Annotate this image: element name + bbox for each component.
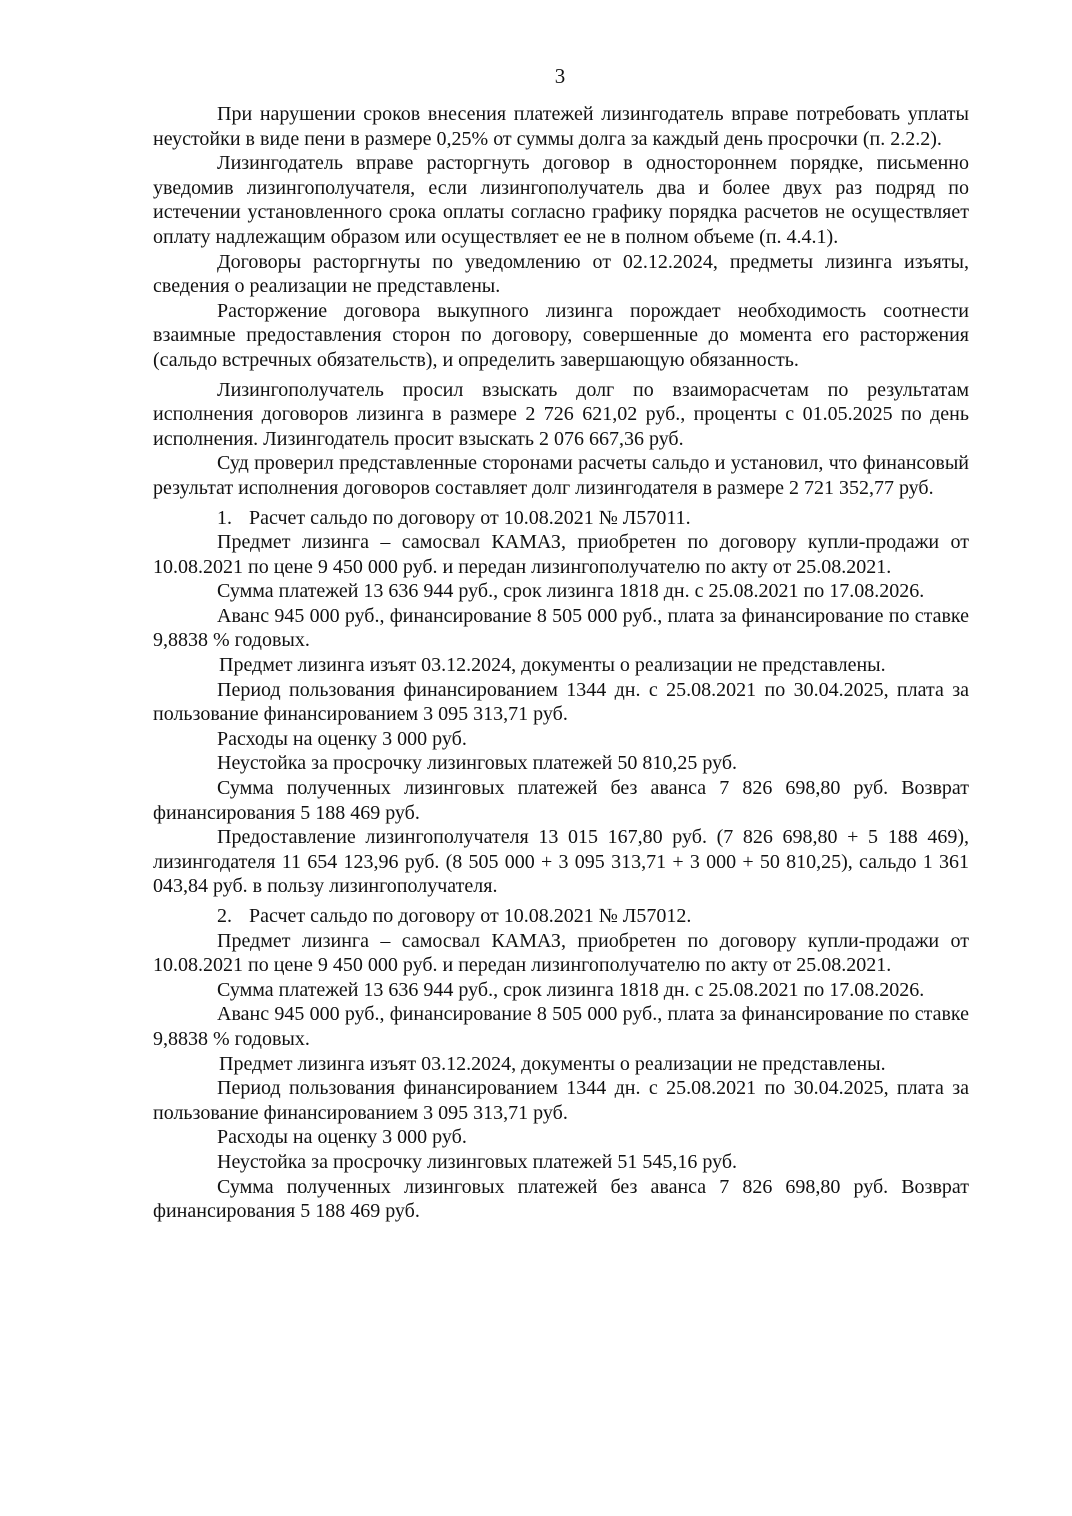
paragraph-c1-penalty: Неустойка за просрочку лизинговых платежей 50 810,25 руб. (217, 752, 738, 775)
paragraph-c2-payments: Сумма платежей 13 636 944 руб., срок лизинга 1818 дн. с 25.08.2021 по 17.08.2026. (217, 978, 925, 1001)
paragraph-lessee-claim: Лизингополучатель просил взыскать долг по взаиморасчетам по результатам исполнения договоров лизинга в размере 2 726 621,02 руб., проценты с 01.05.2025 по день исполнения. Лизингодатель просит взыскать 2 076 667,36 руб. (153, 378, 969, 450)
paragraph-c1-advance: Аванс 945 000 руб., финансирование 8 505 000 руб., плата за финансирование по ставке 9,8838 % годовых. (153, 604, 969, 652)
paragraph-c2-seized: Предмет лизинга изъят 03.12.2024, документы о реализации не представлены. (219, 1052, 886, 1075)
list-number: 2. (217, 905, 232, 927)
paragraph-saldo-principle: Расторжение договора выкупного лизинга порождает необходимость соотнести взаимные предоставления сторон по договору, совершенные до момента его расторжения (сальдо встречных обязательств), и определить завершающую обязанность. (153, 299, 969, 371)
paragraph-c1-payments: Сумма платежей 13 636 944 руб., срок лизинга 1818 дн. с 25.08.2021 по 17.08.2026. (217, 580, 925, 603)
paragraph-c1-seized: Предмет лизинга изъят 03.12.2024, документы о реализации не представлены. (219, 654, 886, 677)
paragraph-court-finding: Суд проверил представленные сторонами расчеты сальдо и установил, что финансовый результат исполнения договоров составляет долг лизингодателя в размере 2 721 352,77 руб. (153, 452, 969, 499)
paragraph-contracts-terminated: Договоры расторгнуты по уведомлению от 02.12.2024, предметы лизинга изъяты, сведения о реализации не представлены. (153, 250, 969, 298)
list-item-contract-2 (153, 904, 969, 929)
paragraph-c1-valuation: Расходы на оценку 3 000 руб. (217, 727, 467, 750)
paragraph-c2-received: Сумма полученных лизинговых платежей без аванса 7 826 698,80 руб. Возврат финансирования 5 188 469 руб. (153, 1175, 969, 1223)
paragraph-c1-subject: Предмет лизинга – самосвал КАМАЗ, приобретен по договору купли-продажи от 10.08.2021 по цене 9 450 000 руб. и передан лизингополучателю по акту от 25.08.2021. (153, 531, 969, 578)
paragraph-c2-penalty: Неустойка за просрочку лизинговых платежей 51 545,16 руб. (217, 1150, 738, 1173)
paragraph-c2-advance: Аванс 945 000 руб., финансирование 8 505 000 руб., плата за финансирование по ставке 9,8838 % годовых. (153, 1003, 969, 1050)
paragraph-termination-right: Лизингодатель вправе расторгнуть договор в одностороннем порядке, письменно уведомив лизингополучателя, если лизингополучатель два и более двух раз подряд по истечении установленного срока оплаты согласно графику порядка расчетов не осуществляет оплату надлежащим образом или осуществляет ее не в полном объеме (п. 4.4.1). (153, 152, 969, 248)
paragraph-c1-received: Сумма полученных лизинговых платежей без аванса 7 826 698,80 руб. Возврат финансирования 5 188 469 руб. (153, 777, 969, 824)
paragraph-c1-saldo: Предоставление лизингополучателя 13 015 167,80 руб. (7 826 698,80 + 5 188 469), лизингодателя 11 654 123,96 руб. (8 505 000 + 3 095 313,71 + 3 000 + 50 810,25), сальдо 1 361 043,84 руб. в пользу лизингополучателя. (153, 826, 969, 898)
page-number: 3 (554, 64, 566, 88)
paragraph-c2-subject: Предмет лизинга – самосвал КАМАЗ, приобретен по договору купли-продажи от 10.08.2021 по цене 9 450 000 руб. и передан лизингополучателю по акту от 25.08.2021. (153, 929, 969, 977)
list-item-text: Расчет сальдо по договору от 10.08.2021 № Л57011. (249, 506, 691, 529)
list-item-text: Расчет сальдо по договору от 10.08.2021 № Л57012. (249, 905, 692, 927)
paragraph-c2-valuation: Расходы на оценку 3 000 руб. (217, 1126, 467, 1149)
list-item-contract-1 (153, 506, 969, 531)
list-number: 1. (217, 506, 232, 529)
paragraph-penalty: При нарушении сроков внесения платежей лизингодатель вправе потребовать уплаты неустойки в виде пени в размере 0,25% от суммы долга за каждый день просрочки (п. 2.2.2). (153, 103, 969, 150)
paragraph-c2-period: Период пользования финансированием 1344 дн. с 25.08.2021 по 30.04.2025, плата за пользование финансированием 3 095 313,71 руб. (153, 1077, 969, 1124)
paragraph-c1-period: Период пользования финансированием 1344 дн. с 25.08.2021 по 30.04.2025, плата за пользование финансированием 3 095 313,71 руб. (153, 678, 969, 726)
document-body (153, 102, 969, 1224)
